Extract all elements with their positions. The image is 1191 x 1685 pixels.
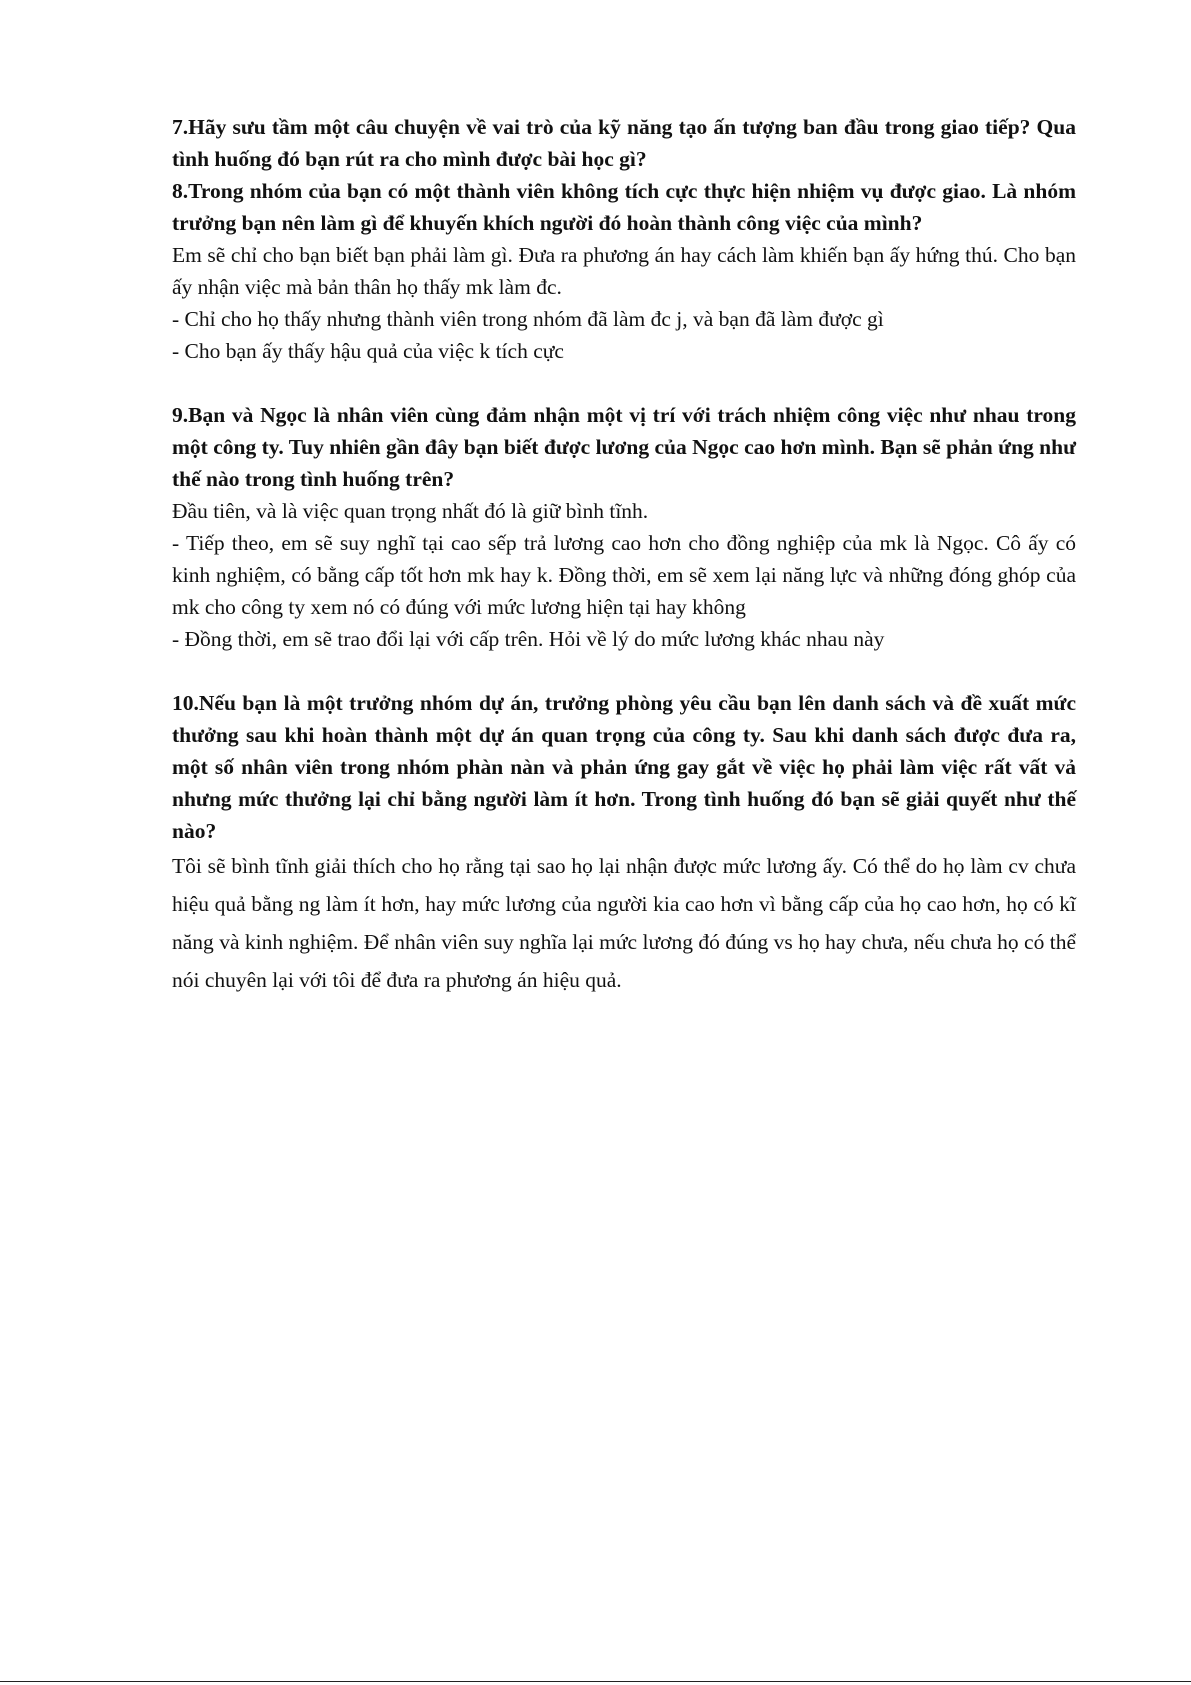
question-10-answer: Tôi sẽ bình tĩnh giải thích cho họ rằng tại sao họ lại nhận được mức lương ấy. Có thể do họ làm cv chưa hiệu quả bằng ng làm ít hơn, hay mức lương của người kia cao hơn vì bằng cấp của họ cao hơn, họ có kĩ năng và kinh nghiệm. Để nhân viên suy nghĩa lại mức lương đó đúng vs họ hay chưa, nếu chưa họ có thể nói chuyên lại với tôi để đưa ra phương án hiệu quả. <box>172 854 1076 992</box>
question-9-prompt: 9.Bạn và Ngọc là nhân viên cùng đảm nhận một vị trí với trách nhiệm công việc như nhau trong một công ty. Tuy nhiên gần đây bạn biết được lương của Ngọc cao hơn mình. Bạn sẽ phản ứng như thế nào trong tình huống trên? <box>172 403 1076 491</box>
question-8-prompt: 8.Trong nhóm của bạn có một thành viên không tích cực thực hiện nhiệm vụ được giao. Là nhóm trưởng bạn nên làm gì để khuyến khích người đó hoàn thành công việc của mình? <box>172 179 1076 235</box>
page-bottom-rule <box>0 1681 1191 1682</box>
question-8-answer-point-1: - Chỉ cho họ thấy nhưng thành viên trong nhóm đã làm đc j, và bạn đã làm được gì <box>172 307 884 331</box>
question-8-answer-intro: Em sẽ chỉ cho bạn biết bạn phải làm gì. Đưa ra phương án hay cách làm khiến bạn ấy hứng thú. Cho bạn ấy nhận việc mà bản thân họ thấy mk làm đc. <box>172 243 1076 299</box>
question-10-prompt: 10.Nếu bạn là một trưởng nhóm dự án, trưởng phòng yêu cầu bạn lên danh sách và đề xuất mức thưởng sau khi hoàn thành một dự án quan trọng của công ty. Sau khi danh sách được đưa ra, một số nhân viên trong nhóm phàn nàn và phản ứng gay gắt về việc họ phải làm việc rất vất vả nhưng mức thưởng lại chỉ bằng người làm ít hơn. Trong tình huống đó bạn sẽ giải quyết như thế nào? <box>172 691 1076 843</box>
question-9-answer-intro: Đầu tiên, và là việc quan trọng nhất đó là giữ bình tĩnh. <box>172 499 649 523</box>
question-9-answer-point-2: - Đồng thời, em sẽ trao đổi lại với cấp trên. Hỏi về lý do mức lương khác nhau này <box>172 627 885 651</box>
paragraph-gap <box>172 367 1076 399</box>
question-8-answer-point-2: - Cho bạn ấy thấy hậu quả của việc k tích cực <box>172 339 564 363</box>
document-page <box>172 111 1076 999</box>
question-7-prompt: 7.Hãy sưu tầm một câu chuyện về vai trò của kỹ năng tạo ấn tượng ban đầu trong giao tiếp? Qua tình huống đó bạn rút ra cho mình được bài học gì? <box>172 115 1076 171</box>
paragraph-gap <box>172 655 1076 687</box>
question-9-answer-point-1: - Tiếp theo, em sẽ suy nghĩ tại cao sếp trả lương cao hơn cho đồng nghiệp của mk là Ngọc. Cô ấy có kinh nghiệm, có bằng cấp tốt hơn mk hay k. Đồng thời, em sẽ xem lại năng lực và những đóng ghóp của mk cho công ty xem nó có đúng với mức lương hiện tại hay không <box>172 531 1076 619</box>
